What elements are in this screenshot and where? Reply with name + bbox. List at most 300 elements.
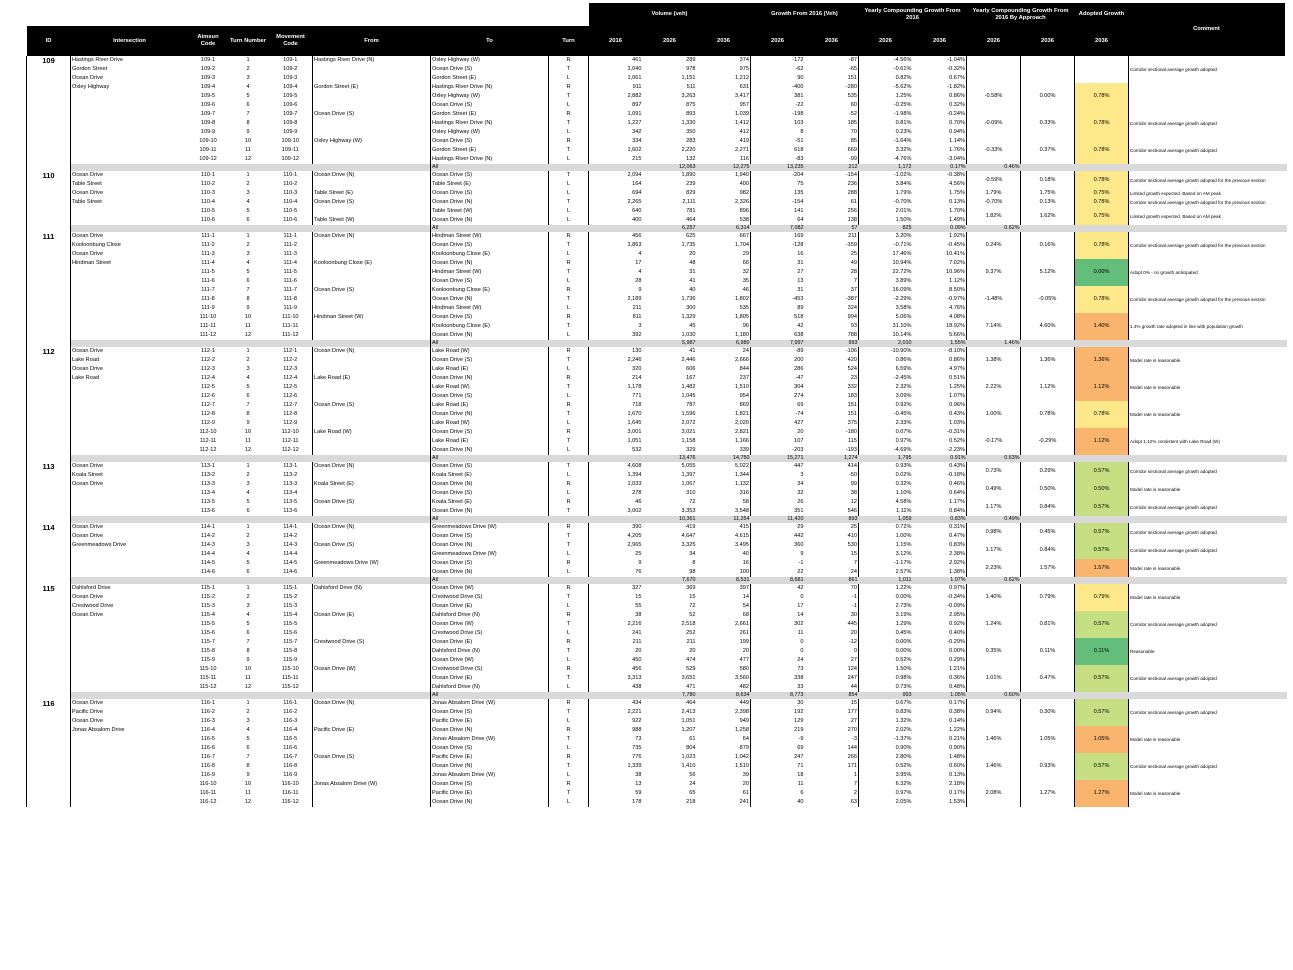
vol-2036: 35: [742, 278, 749, 284]
yearly-2036: 0.17%: [949, 700, 965, 706]
growth-2036: 44: [850, 684, 857, 690]
vol-2016: 334: [589, 137, 643, 146]
table-row: [27, 498, 1288, 507]
to: Ocean Drive (S): [431, 559, 549, 568]
vol-2016: 211: [589, 304, 643, 313]
growth-2036: 530: [847, 542, 857, 548]
intersection-name: Ocean Drive: [72, 700, 104, 706]
yearly-2036: 2.92%: [949, 560, 965, 566]
vol-2016: 15: [589, 593, 643, 602]
vol-2016: 73: [589, 735, 643, 744]
vol-2036: 241: [739, 799, 749, 805]
adopted-growth-2036: 1.57%: [1075, 559, 1129, 577]
turn: L: [549, 304, 589, 313]
approach-growth-2036: 1.75%: [1021, 189, 1075, 198]
total-value: 7,997: [751, 340, 805, 347]
vol-2016: 461: [589, 56, 643, 65]
movement-code: 114-3: [283, 542, 298, 548]
movement-code: 116-9: [283, 772, 298, 778]
to: Dahlsford Drive (N): [431, 683, 549, 692]
vol-2016: 1,040: [589, 65, 643, 74]
to: Dahlsford Drive (N): [431, 647, 549, 656]
vol-2036: 538: [739, 217, 749, 223]
to: Oxley Highway (W): [431, 128, 549, 137]
aimsun-code: 109-9: [200, 129, 216, 135]
vol-2016: 2,189: [589, 295, 643, 304]
from: Table Street (E): [313, 189, 431, 198]
total-value: 2,010: [859, 340, 913, 347]
vol-2016: 438: [589, 683, 643, 692]
from: [313, 365, 431, 374]
turn-number: 11: [245, 790, 251, 796]
table-row: [27, 110, 1288, 119]
vol-2036: 1,180: [735, 332, 749, 338]
aimsun-code: 110-1: [201, 172, 215, 178]
growth-2026: 103: [751, 119, 805, 128]
yearly-2026: 0.90%: [859, 744, 913, 753]
vol-2016: 278: [589, 489, 643, 498]
total-blank: [1129, 692, 1285, 699]
yearly-2036: -0.09%: [947, 603, 965, 609]
aimsun-code: 114-3: [201, 542, 215, 548]
vol-2026: 419: [686, 524, 696, 530]
vol-2026: 24: [689, 781, 696, 787]
aimsun-code: 115-1: [201, 585, 215, 591]
header-growth-group: Growth From 2016 (Veh): [751, 3, 859, 26]
to: Ocean Drive (N): [431, 216, 549, 225]
yearly-2036: 0.29%: [949, 657, 965, 663]
intersection-name: [71, 498, 189, 507]
growth-2036: 7: [853, 278, 857, 284]
growth-2026: 618: [751, 146, 805, 155]
yearly-2036: -0.38%: [947, 172, 965, 178]
movement-code: 114-5: [283, 560, 298, 566]
growth-2026: 304: [751, 383, 805, 392]
total-value: 11,420: [751, 516, 805, 523]
table-row: [27, 401, 1288, 410]
intersection-name: Ocean Drive: [72, 233, 104, 239]
to: Dahlsford Drive (N): [431, 611, 549, 620]
growth-2026: -62: [751, 65, 805, 74]
total-value: 854: [805, 692, 859, 699]
approach-growth-2026: 0.35%: [967, 638, 1021, 665]
from: [313, 708, 431, 717]
turn: T: [549, 383, 589, 392]
growth-2026: -128: [751, 241, 805, 250]
growth-2026: -203: [751, 446, 805, 455]
total-label: All: [431, 577, 643, 584]
growth-2036: 151: [847, 411, 857, 417]
intersection-name: Ocean Drive: [72, 366, 104, 372]
movement-code: 109-1: [283, 57, 298, 63]
growth-comment: Model rate is reasonable: [1129, 559, 1285, 577]
vol-2026: 474: [686, 657, 696, 663]
turn-number: 6: [246, 745, 250, 751]
movement-code: 115-11: [281, 675, 299, 681]
total-blank: [71, 577, 189, 584]
yearly-2026: 3.89%: [859, 277, 913, 286]
turn-number: 2: [246, 357, 250, 363]
total-blank: [71, 516, 189, 523]
growth-2036: 37: [850, 287, 857, 293]
approach-growth-2026: 0.94%: [967, 699, 1021, 726]
approach-growth-2036: 0.79%: [1021, 584, 1075, 611]
turn: T: [549, 65, 589, 74]
total-blank: [1021, 692, 1075, 699]
turn: L: [549, 683, 589, 692]
vol-2016: 76: [589, 568, 643, 577]
turn: T: [549, 593, 589, 602]
header-adopted-2036: 2036: [1075, 26, 1129, 56]
from: [313, 717, 431, 726]
movement-code: 111-3: [283, 251, 297, 257]
turn-number: 3: [246, 603, 250, 609]
yearly-2026: 6.59%: [859, 365, 913, 374]
vol-2036: 29: [742, 251, 749, 257]
total-label: All: [431, 692, 643, 699]
aimsun-code: 111-4: [201, 260, 215, 266]
vol-2016: 640: [589, 207, 643, 216]
turn-number: 2: [246, 709, 250, 715]
growth-2036: 445: [847, 621, 857, 627]
table-row: [27, 259, 1288, 268]
growth-2036: -52: [848, 111, 857, 117]
growth-2036: 20: [850, 630, 857, 636]
vol-2026: 625: [686, 233, 696, 239]
growth-2036: 788: [847, 332, 857, 338]
to: Ocean Drive (N): [431, 762, 549, 771]
table-row: [27, 638, 1288, 647]
from: [313, 250, 431, 259]
to: Ocean Drive (N): [431, 507, 549, 516]
growth-2036: 49: [850, 260, 857, 266]
approach-growth-2026: 0.49%: [967, 480, 1021, 498]
to: Ocean Drive (E): [431, 674, 549, 683]
total-blank: [1285, 164, 1288, 171]
yearly-2036: 4.08%: [949, 314, 965, 320]
yearly-2036: 0.67%: [949, 75, 965, 81]
growth-2026: -172: [751, 56, 805, 65]
vol-2036: 975: [739, 66, 749, 72]
to: Hastings River Drive (N): [431, 119, 549, 128]
growth-2026: 247: [751, 753, 805, 762]
vol-2036: 2,661: [735, 621, 749, 627]
movement-code: 112-1: [283, 348, 298, 354]
vol-2026: 20: [689, 648, 696, 654]
total-row: [27, 164, 1288, 171]
table-row: [27, 428, 1288, 437]
turn-number: 5: [246, 621, 250, 627]
growth-2026: 20: [751, 428, 805, 437]
aimsun-code: 115-5: [201, 621, 215, 627]
adopted-growth-2036: [1075, 56, 1129, 83]
yearly-2036: 8.50%: [949, 287, 965, 293]
growth-2026: 90: [751, 74, 805, 83]
movement-code: 109-2: [283, 66, 298, 72]
turn: T: [549, 647, 589, 656]
turn: R: [549, 726, 589, 735]
total-value: 12,063: [643, 164, 697, 171]
aimsun-code: 109-7: [200, 111, 216, 117]
intersection-name: Ocean Drive: [72, 251, 104, 257]
aimsun-code: 112-12: [199, 447, 217, 453]
growth-2026: 135: [751, 189, 805, 198]
from: [313, 304, 431, 313]
aimsun-code: 109-6: [200, 102, 216, 108]
growth-2036: 247: [847, 675, 857, 681]
yearly-2036: 1.25%: [949, 384, 965, 390]
from: Greenmeadows Drive (W): [313, 559, 431, 568]
total-blank: [189, 225, 228, 232]
growth-comment: Model rate is reasonable: [1129, 584, 1285, 611]
intersection-name: Dahlsford Drive: [72, 585, 111, 591]
yearly-2026: -4.69%: [859, 446, 913, 455]
growth-2036: -12: [848, 639, 857, 645]
vol-2016: 13: [589, 780, 643, 789]
vol-2036: 1,510: [735, 763, 749, 769]
yearly-2026: 0.07%: [859, 428, 913, 437]
yearly-2036: -8.10%: [947, 348, 965, 354]
vol-2036: 449: [739, 700, 749, 706]
growth-2026: -198: [751, 110, 805, 119]
movement-code: 115-8: [283, 648, 298, 654]
intersection-name: Crestwood Drive: [72, 603, 114, 609]
aimsun-code: 111-3: [201, 251, 215, 257]
total-value: 1,795: [859, 455, 913, 462]
table-row: [27, 313, 1288, 322]
table-row: [27, 189, 1288, 198]
growth-2026: 89: [751, 304, 805, 313]
movement-code: 112-10: [281, 429, 299, 435]
adopted-growth-2036: 0.11%: [1075, 638, 1129, 665]
movement-code: 109-12: [281, 156, 299, 162]
approach-growth-2036: 1.57%: [1021, 559, 1075, 577]
vol-2016: 9: [589, 559, 643, 568]
vol-2016: 694: [589, 189, 643, 198]
vol-2026: 132: [686, 156, 696, 162]
approach-growth-2026: -0.59%: [967, 171, 1021, 189]
total-value: 57: [805, 225, 859, 232]
intersection-name: [71, 489, 189, 498]
movement-code: 116-4: [283, 727, 298, 733]
to: Oxley Highway (W): [431, 92, 549, 101]
yearly-2036: -0.24%: [947, 111, 965, 117]
turn: L: [549, 771, 589, 780]
vol-2026: 2,518: [681, 621, 696, 627]
yearly-2036: 4.76%: [949, 305, 965, 311]
approach-growth-2036: 1.27%: [1021, 780, 1075, 807]
turn-number: 3: [246, 366, 250, 372]
vol-2026: 1,045: [681, 393, 696, 399]
aimsun-code: 116-1: [201, 700, 215, 706]
total-blank: [228, 164, 269, 171]
turn: L: [549, 550, 589, 559]
from: [313, 92, 431, 101]
turn: T: [549, 735, 589, 744]
turn-number: 8: [246, 648, 250, 654]
yearly-2026: -4.76%: [859, 155, 913, 164]
turn: L: [549, 744, 589, 753]
movement-code: 116-10: [281, 781, 299, 787]
to: Ocean Drive (N): [431, 480, 549, 489]
from: [313, 771, 431, 780]
vol-2036: 14: [742, 594, 749, 600]
total-blank: [269, 577, 313, 584]
from: [313, 277, 431, 286]
table-row: [27, 699, 1288, 708]
turn-number: 1: [246, 463, 250, 469]
growth-2036: 183: [847, 393, 857, 399]
movement-code: 111-7: [283, 287, 297, 293]
growth-2026: -51: [751, 137, 805, 146]
yearly-2036: 10.96%: [946, 269, 965, 275]
growth-2026: 17: [751, 602, 805, 611]
turn: T: [549, 241, 589, 250]
from: Pacific Drive (E): [313, 726, 431, 735]
approach-growth-2026: [967, 56, 1021, 83]
growth-comment: Corridor sectional average growth adopted: [1129, 137, 1285, 164]
total-value: 12,275: [697, 164, 751, 171]
to: Ocean Drive (N): [431, 374, 549, 383]
yearly-2026: 2.80%: [859, 753, 913, 762]
to: Pacific Drive (E): [431, 753, 549, 762]
vol-2026: 31: [689, 269, 696, 275]
vol-2036: 1,039: [735, 111, 749, 117]
turn-number: 1: [246, 348, 250, 354]
growth-2036: 70: [850, 585, 857, 591]
total-blank: [313, 692, 431, 699]
yearly-2026: -0.70%: [859, 198, 913, 207]
vol-2026: 2,413: [681, 709, 696, 715]
intersection-name: Jonas Absalom Drive: [72, 727, 125, 733]
approach-growth-2026: -1.48%: [967, 286, 1021, 313]
movement-code: 109-9: [283, 129, 298, 135]
to: Ocean Drive (S): [431, 532, 549, 541]
vol-2016: 4: [589, 268, 643, 277]
vol-2026: 1,330: [681, 120, 696, 126]
table-row: [27, 559, 1288, 568]
total-value: 893: [805, 516, 859, 523]
yearly-2026: 2.02%: [859, 726, 913, 735]
from: Ocean Drive (N): [313, 699, 431, 708]
total-blank: [1021, 455, 1075, 462]
yearly-2026: 3.12%: [859, 550, 913, 559]
from: [313, 65, 431, 74]
movement-code: 112-5: [283, 384, 298, 390]
intersection-id: 113: [27, 462, 71, 523]
total-value: 15,271: [751, 455, 805, 462]
intersection-name: [71, 137, 189, 146]
adopted-growth-2036: 0.79%: [1075, 584, 1129, 611]
approach-growth-2036: -0.29%: [1021, 428, 1075, 455]
adopted-growth-2036: 0.78%: [1075, 401, 1129, 428]
intersection-name: [71, 780, 189, 789]
growth-2036: 60: [850, 102, 857, 108]
growth-2036: 28: [850, 269, 857, 275]
to: Lake Road (E): [431, 401, 549, 410]
approach-growth-2036: 0.47%: [1021, 665, 1075, 692]
movement-code: 115-4: [283, 612, 298, 618]
growth-2026: 286: [751, 365, 805, 374]
intersection-name: Ocean Drive: [72, 533, 104, 539]
vol-2026: 1,482: [681, 384, 696, 390]
intersection-name: Pacific Drive: [72, 709, 104, 715]
growth-2036: 151: [847, 402, 857, 408]
turn-number: 2: [246, 472, 250, 478]
intersection-name: Ocean Drive: [72, 524, 104, 530]
intersection-name: [71, 268, 189, 277]
intersection-name: [71, 216, 189, 225]
vol-2036: 4,615: [735, 533, 749, 539]
growth-2026: 200: [751, 356, 805, 365]
from: [313, 392, 431, 401]
approach-growth-2036: 0.13%: [1021, 198, 1075, 207]
to: Ocean Drive (N): [431, 295, 549, 304]
turn-number: 1: [246, 524, 250, 530]
vol-2026: 1,329: [681, 314, 696, 320]
turn: L: [549, 180, 589, 189]
yearly-2026: 1.32%: [859, 717, 913, 726]
turn-number: 5: [246, 736, 250, 742]
yearly-2036: 0.52%: [949, 438, 965, 444]
approach-growth-2026: 1.01%: [967, 665, 1021, 692]
approach-growth-2036: 4.60%: [1021, 313, 1075, 340]
growth-comment: Corridor sectional average growth adopted: [1129, 523, 1285, 541]
movement-code: 112-7: [283, 402, 298, 408]
vol-2016: 327: [589, 584, 643, 593]
intersection-name: [71, 128, 189, 137]
from: [313, 241, 431, 250]
total-label: All: [431, 455, 643, 462]
yearly-2036: -0.31%: [947, 429, 965, 435]
from: Crestwood Drive (S): [313, 638, 431, 647]
yearly-2026: 0.00%: [859, 638, 913, 647]
turn: L: [549, 155, 589, 164]
vol-2026: 72: [689, 499, 696, 505]
from: Lake Road (W): [313, 428, 431, 437]
total-value: 0.49%: [967, 516, 1021, 523]
table-row: [27, 286, 1288, 295]
vol-2026: 2,446: [681, 357, 696, 363]
yearly-2036: 0.84%: [949, 508, 965, 514]
turn-number: 9: [246, 772, 250, 778]
total-blank: [313, 516, 431, 523]
turn: R: [549, 137, 589, 146]
table-row: [27, 726, 1288, 735]
turn-number: 7: [246, 639, 250, 645]
turn: R: [549, 665, 589, 674]
total-blank: [313, 455, 431, 462]
total-value: 993: [859, 692, 913, 699]
growth-2036: 185: [847, 120, 857, 126]
intersection-name: [71, 428, 189, 437]
vol-2016: 9: [589, 286, 643, 295]
vol-2016: 342: [589, 128, 643, 137]
aimsun-code: 116-11: [199, 790, 217, 796]
to: Kooloonbung Close (E): [431, 322, 549, 331]
movement-code: 113-3: [283, 481, 298, 487]
yearly-2036: 0.90%: [949, 745, 965, 751]
approach-growth-2036: 1.62%: [1021, 207, 1075, 225]
turn: T: [549, 541, 589, 550]
turn-number: 7: [246, 402, 250, 408]
turn-number: 12: [244, 799, 252, 805]
growth-2026: 40: [751, 798, 805, 807]
table-row: [27, 198, 1288, 207]
turn: R: [549, 232, 589, 241]
growth-2026: 31: [751, 286, 805, 295]
from: [313, 268, 431, 277]
